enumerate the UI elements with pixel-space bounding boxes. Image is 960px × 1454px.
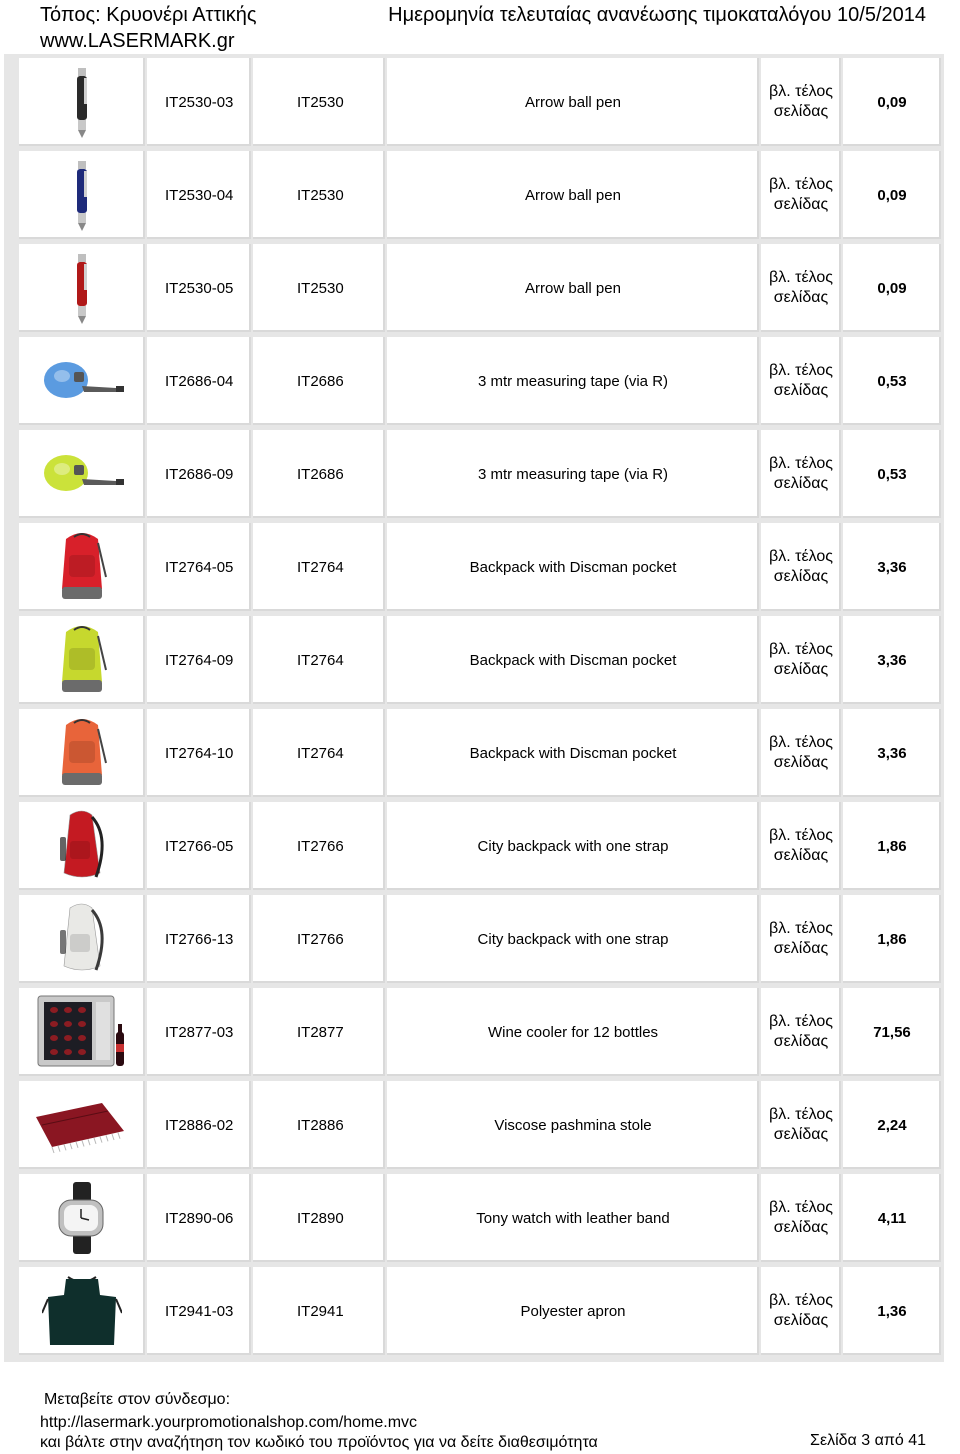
- pen-black-icon: [62, 64, 102, 140]
- product-family: IT2766: [253, 802, 385, 890]
- quantity-note-line2: σελίδας: [773, 475, 829, 492]
- product-image-cell: [19, 1081, 145, 1169]
- table-row: [4, 430, 944, 518]
- product-image-cell: [19, 430, 145, 518]
- quantity-note-line2: σελίδας: [773, 289, 829, 306]
- quantity-note-line2: σελίδας: [773, 382, 829, 399]
- quantity-note: [761, 244, 841, 332]
- product-image-cell: [19, 58, 145, 146]
- product-code: IT2764-09: [147, 616, 251, 704]
- product-family: IT2686: [253, 337, 385, 425]
- product-code: IT2766-13: [147, 895, 251, 983]
- quantity-note: [761, 58, 841, 146]
- product-image-cell: [19, 523, 145, 611]
- quantity-note-line1: βλ. τέλος: [769, 1292, 833, 1309]
- table-row: [4, 1081, 944, 1169]
- backpack-lime-icon: [52, 622, 112, 698]
- scarf-icon: [32, 1095, 132, 1155]
- product-price: 0,09: [843, 151, 941, 239]
- quantity-note-line2: σελίδας: [773, 847, 829, 864]
- product-image-cell: [19, 337, 145, 425]
- tape-blue-icon: [36, 356, 128, 406]
- product-code: IT2530-04: [147, 151, 251, 239]
- quantity-note: [761, 523, 841, 611]
- quantity-note: [761, 709, 841, 797]
- quantity-note-line1: βλ. τέλος: [769, 1013, 833, 1030]
- pen-blue-icon: [62, 157, 102, 233]
- table-row: [4, 523, 944, 611]
- quantity-note-line1: βλ. τέλος: [769, 548, 833, 565]
- quantity-note-line2: σελίδας: [773, 568, 829, 585]
- table-row: [4, 337, 944, 425]
- product-code: IT2686-04: [147, 337, 251, 425]
- product-code: IT2890-06: [147, 1174, 251, 1262]
- quantity-note-line2: σελίδας: [773, 196, 829, 213]
- product-description: Viscose pashmina stole: [387, 1081, 759, 1169]
- product-family: IT2941: [253, 1267, 385, 1355]
- quantity-note-line1: βλ. τέλος: [769, 362, 833, 379]
- header-website[interactable]: www.LASERMARK.gr: [40, 30, 235, 52]
- quantity-note-line1: βλ. τέλος: [769, 269, 833, 286]
- sling-bag-white-icon: [52, 900, 112, 978]
- quantity-note: [761, 430, 841, 518]
- product-price: 71,56: [843, 988, 941, 1076]
- product-family: IT2530: [253, 244, 385, 332]
- quantity-note: [761, 895, 841, 983]
- quantity-note: [761, 337, 841, 425]
- quantity-note-line2: σελίδας: [773, 103, 829, 120]
- quantity-note: [761, 151, 841, 239]
- quantity-note-line1: βλ. τέλος: [769, 734, 833, 751]
- table-row: [4, 709, 944, 797]
- product-family: IT2886: [253, 1081, 385, 1169]
- product-family: IT2766: [253, 895, 385, 983]
- product-description: 3 mtr measuring tape (via R): [387, 430, 759, 518]
- quantity-note-line1: βλ. τέλος: [769, 176, 833, 193]
- product-image-cell: [19, 988, 145, 1076]
- quantity-note-line1: βλ. τέλος: [769, 1106, 833, 1123]
- product-family: IT2890: [253, 1174, 385, 1262]
- product-code: IT2764-10: [147, 709, 251, 797]
- footer-link[interactable]: http://lasermark.yourpromotionalshop.com/home.mvc: [40, 1414, 418, 1431]
- quantity-note-line2: σελίδας: [773, 1126, 829, 1143]
- table-row: [4, 895, 944, 983]
- product-image-cell: [19, 244, 145, 332]
- product-price: 0,09: [843, 58, 941, 146]
- watch-icon: [47, 1180, 117, 1256]
- product-price: 1,86: [843, 802, 941, 890]
- header-update-date: Ημερομηνία τελευταίας ανανέωσης τιμοκαταλόγου 10/5/2014: [388, 4, 926, 26]
- product-description: Arrow ball pen: [387, 151, 759, 239]
- table-row: [4, 1267, 944, 1355]
- product-code: IT2877-03: [147, 988, 251, 1076]
- product-image-cell: [19, 151, 145, 239]
- product-table: [4, 54, 944, 1362]
- product-description: Backpack with Discman pocket: [387, 709, 759, 797]
- quantity-note: [761, 802, 841, 890]
- pen-red-icon: [62, 250, 102, 326]
- header-location: Τόπος: Κρυονέρι Αττικής: [40, 4, 257, 26]
- table-row: [4, 988, 944, 1076]
- product-description: Arrow ball pen: [387, 58, 759, 146]
- product-price: 3,36: [843, 616, 941, 704]
- quantity-note-line1: βλ. τέλος: [769, 827, 833, 844]
- product-family: IT2764: [253, 616, 385, 704]
- product-code: IT2530-05: [147, 244, 251, 332]
- product-family: IT2686: [253, 430, 385, 518]
- product-code: IT2686-09: [147, 430, 251, 518]
- quantity-note-line1: βλ. τέλος: [769, 641, 833, 658]
- product-description: City backpack with one strap: [387, 802, 759, 890]
- footer-instruction: Μεταβείτε στον σύνδεσμο:: [44, 1391, 231, 1408]
- footer-note: και βάλτε στην αναζήτηση τον κωδικό του προϊόντος για να δείτε διαθεσιμότητα: [40, 1434, 598, 1451]
- product-image-cell: [19, 616, 145, 704]
- product-description: Tony watch with leather band: [387, 1174, 759, 1262]
- product-price: 1,86: [843, 895, 941, 983]
- product-image-cell: [19, 802, 145, 890]
- product-description: Backpack with Discman pocket: [387, 523, 759, 611]
- tape-lime-icon: [36, 449, 128, 499]
- product-family: IT2877: [253, 988, 385, 1076]
- quantity-note: [761, 1267, 841, 1355]
- product-image-cell: [19, 709, 145, 797]
- quantity-note: [761, 616, 841, 704]
- product-code: IT2766-05: [147, 802, 251, 890]
- quantity-note: [761, 988, 841, 1076]
- product-description: City backpack with one strap: [387, 895, 759, 983]
- backpack-orange-icon: [52, 715, 112, 791]
- product-description: Polyester apron: [387, 1267, 759, 1355]
- quantity-note-line2: σελίδας: [773, 661, 829, 678]
- quantity-note-line1: βλ. τέλος: [769, 920, 833, 937]
- apron-icon: [42, 1273, 122, 1349]
- table-row: [4, 151, 944, 239]
- quantity-note-line2: σελίδας: [773, 1033, 829, 1050]
- quantity-note-line2: σελίδας: [773, 940, 829, 957]
- table-row: [4, 802, 944, 890]
- quantity-note-line2: σελίδας: [773, 1219, 829, 1236]
- product-price: 1,36: [843, 1267, 941, 1355]
- table-row: [4, 58, 944, 146]
- product-image-cell: [19, 895, 145, 983]
- product-family: IT2530: [253, 151, 385, 239]
- sling-bag-red-icon: [52, 807, 112, 885]
- product-price: 0,53: [843, 337, 941, 425]
- product-code: IT2764-05: [147, 523, 251, 611]
- product-code: IT2941-03: [147, 1267, 251, 1355]
- page-number: Σελίδα 3 από 41: [810, 1432, 926, 1449]
- quantity-note-line1: βλ. τέλος: [769, 455, 833, 472]
- product-code: IT2886-02: [147, 1081, 251, 1169]
- product-description: Arrow ball pen: [387, 244, 759, 332]
- product-description: Backpack with Discman pocket: [387, 616, 759, 704]
- table-row: [4, 616, 944, 704]
- product-image-cell: [19, 1174, 145, 1262]
- product-image-cell: [19, 1267, 145, 1355]
- quantity-note: [761, 1081, 841, 1169]
- product-family: IT2764: [253, 709, 385, 797]
- quantity-note-line2: σελίδας: [773, 1312, 829, 1329]
- product-code: IT2530-03: [147, 58, 251, 146]
- product-price: 4,11: [843, 1174, 941, 1262]
- quantity-note: [761, 1174, 841, 1262]
- table-row: [4, 1174, 944, 1262]
- quantity-note-line2: σελίδας: [773, 754, 829, 771]
- quantity-note-line1: βλ. τέλος: [769, 1199, 833, 1216]
- wine-cooler-icon: [32, 992, 132, 1072]
- product-description: 3 mtr measuring tape (via R): [387, 337, 759, 425]
- table-row: [4, 244, 944, 332]
- product-price: 3,36: [843, 709, 941, 797]
- backpack-red-icon: [52, 529, 112, 605]
- product-price: 0,53: [843, 430, 941, 518]
- product-family: IT2530: [253, 58, 385, 146]
- product-price: 0,09: [843, 244, 941, 332]
- quantity-note-line1: βλ. τέλος: [769, 83, 833, 100]
- product-price: 3,36: [843, 523, 941, 611]
- product-family: IT2764: [253, 523, 385, 611]
- product-price: 2,24: [843, 1081, 941, 1169]
- product-description: Wine cooler for 12 bottles: [387, 988, 759, 1076]
